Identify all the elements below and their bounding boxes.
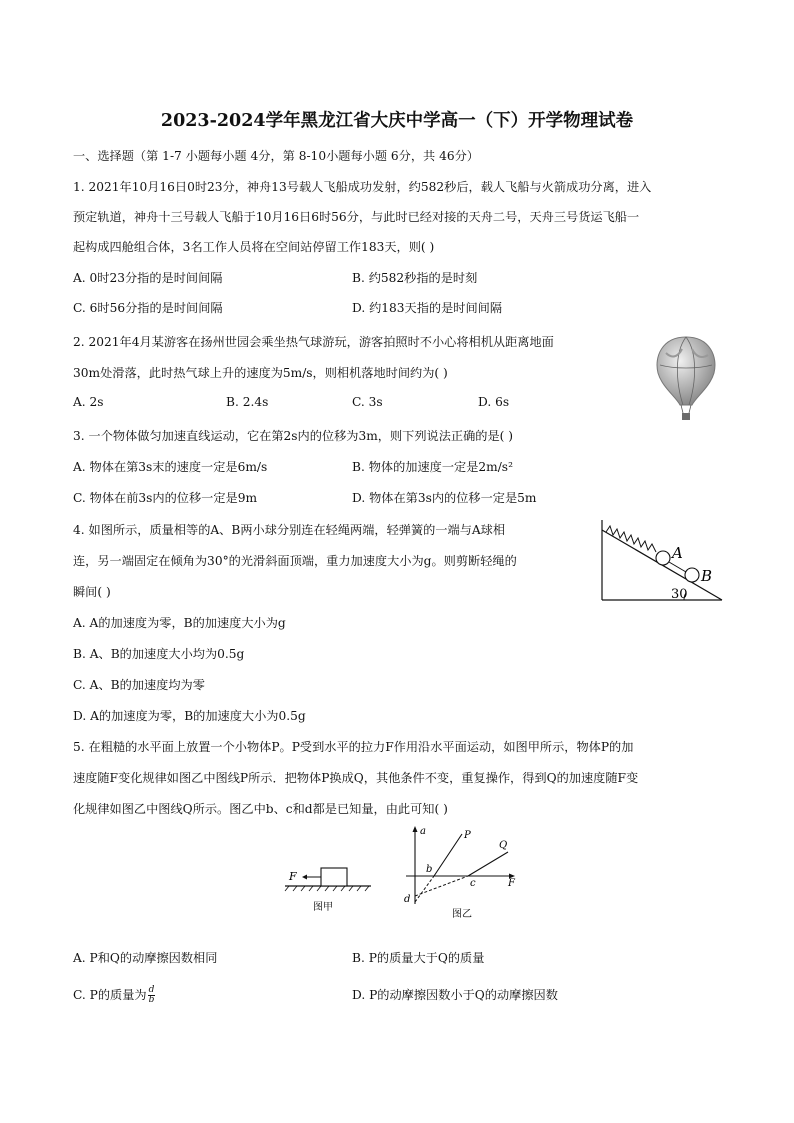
- q4-line-2: 连，另一端固定在倾角为30°的光滑斜面顶端，重力加速度大小为g。则剪断轻绳的: [73, 554, 517, 568]
- q3-option-b: B. 物体的加速度一定是2m/s²: [352, 460, 513, 474]
- point-c-label: c: [470, 878, 476, 889]
- q1-line-1: 1. 2021年10月16日0时23分，神舟13号载人飞船成功发射，约582秒后，载人飞船与火箭成功分离，进入: [73, 180, 652, 194]
- q1-line-3: 起构成四舱组合体，3名工作人员将在空间站停留工作183天，则( ): [73, 240, 435, 254]
- q5-option-c-text: C. P的质量为: [73, 988, 147, 1002]
- page-title: 2023-2024学年黑龙江省大庆中学高一（下）开学物理试卷: [160, 111, 634, 131]
- angle-label: 30: [671, 587, 688, 602]
- q2-option-a: A. 2s: [73, 395, 104, 409]
- q1-option-b: B. 约582秒指的是时刻: [352, 271, 478, 285]
- q5-option-c: [73, 986, 155, 1005]
- q2-option-c: C. 3s: [352, 395, 383, 409]
- point-b-label: b: [426, 864, 433, 875]
- q2-option-b: B. 2.4s: [226, 395, 269, 409]
- q3-line-1: 3. 一个物体做匀加速直线运动，它在第2s内的位移为3m，则下列说法正确的是( ): [73, 429, 514, 443]
- q4-line-1: 4. 如图所示，质量相等的A、B两小球分别连在轻绳两端，轻弹簧的一端与A球相: [73, 523, 506, 537]
- q5-line-1: 5. 在粗糙的水平面上放置一个小物体P。P受到水平的拉力F作用沿水平面运动，如图甲所示，物体P的加: [73, 740, 634, 754]
- q2-line-1: 2. 2021年4月某游客在扬州世园会乘坐热气球游玩，游客拍照时不小心将相机从距离地面: [73, 335, 554, 349]
- point-d-label: d: [404, 894, 411, 905]
- figure-jia: [285, 858, 375, 918]
- q3-option-a: A. 物体在第3s末的速度一定是6m/s: [73, 460, 268, 474]
- ball-b-label: B: [701, 567, 713, 585]
- q1-option-d: D. 约183天指的是时间间隔: [352, 301, 503, 315]
- ball-a-label: A: [672, 544, 683, 562]
- line-p-label: P: [464, 830, 471, 841]
- q1-line-2: 预定轨道，神舟十三号载人飞船于10月16日6时56分，与此时已经对接的天舟二号，天舟三号货运飞船一: [73, 210, 640, 224]
- incline-figure: [600, 518, 725, 604]
- line-q-label: Q: [499, 840, 508, 851]
- q2-option-d: D. 6s: [478, 395, 510, 409]
- q3-option-d: D. 物体在第3s内的位移一定是5m: [352, 491, 537, 505]
- q3-option-c: C. 物体在前3s内的位移一定是9m: [73, 491, 258, 505]
- q5-option-b: B. P的质量大于Q的质量: [352, 951, 485, 965]
- q5-line-3: 化规律如图乙中图线Q所示。图乙中b、c和d都是已知量，由此可知( ): [73, 802, 448, 816]
- q1-option-a: A. 0时23分指的是时间间隔: [73, 271, 223, 285]
- q4-option-d: D. A的加速度为零，B的加速度大小为0.5g: [73, 709, 306, 723]
- fraction-numerator: d: [148, 985, 155, 995]
- q5-option-d: D. P的动摩擦因数小于Q的动摩擦因数: [352, 988, 558, 1002]
- axis-f-label: F: [508, 878, 515, 889]
- q4-option-b: B. A、B的加速度大小均为0.5g: [73, 647, 245, 661]
- fig-jia-caption: 图甲: [313, 902, 333, 913]
- q4-option-c: C. A、B的加速度均为零: [73, 678, 205, 692]
- fraction-denominator: b: [148, 995, 155, 1005]
- q2-line-2: 30m处滑落，此时热气球上升的速度为5m/s，则相机落地时间约为( ): [73, 366, 448, 380]
- axis-a-label: a: [420, 826, 426, 837]
- fig-yi-caption: 图乙: [452, 909, 472, 920]
- q4-line-3: 瞬间( ): [73, 585, 111, 599]
- section-heading: 一、选择题（第 1-7 小题每小题 4分，第 8-10小题每小题 6分，共 46分）: [73, 149, 479, 163]
- q4-option-a: A. A的加速度为零，B的加速度大小为g: [73, 616, 286, 630]
- q1-option-c: C. 6时56分指的是时间间隔: [73, 301, 223, 315]
- hot-air-balloon-image: [652, 335, 720, 425]
- q5-option-a: A. P和Q的动摩擦因数相同: [73, 951, 218, 965]
- figure-yi: [400, 824, 525, 918]
- q5-line-2: 速度随F变化规律如图乙中图线P所示．把物体P换成Q，其他条件不变，重复操作，得到Q的加速度随F变: [73, 771, 639, 785]
- force-label: F: [289, 870, 297, 883]
- fraction-d-over-b: [148, 986, 156, 1005]
